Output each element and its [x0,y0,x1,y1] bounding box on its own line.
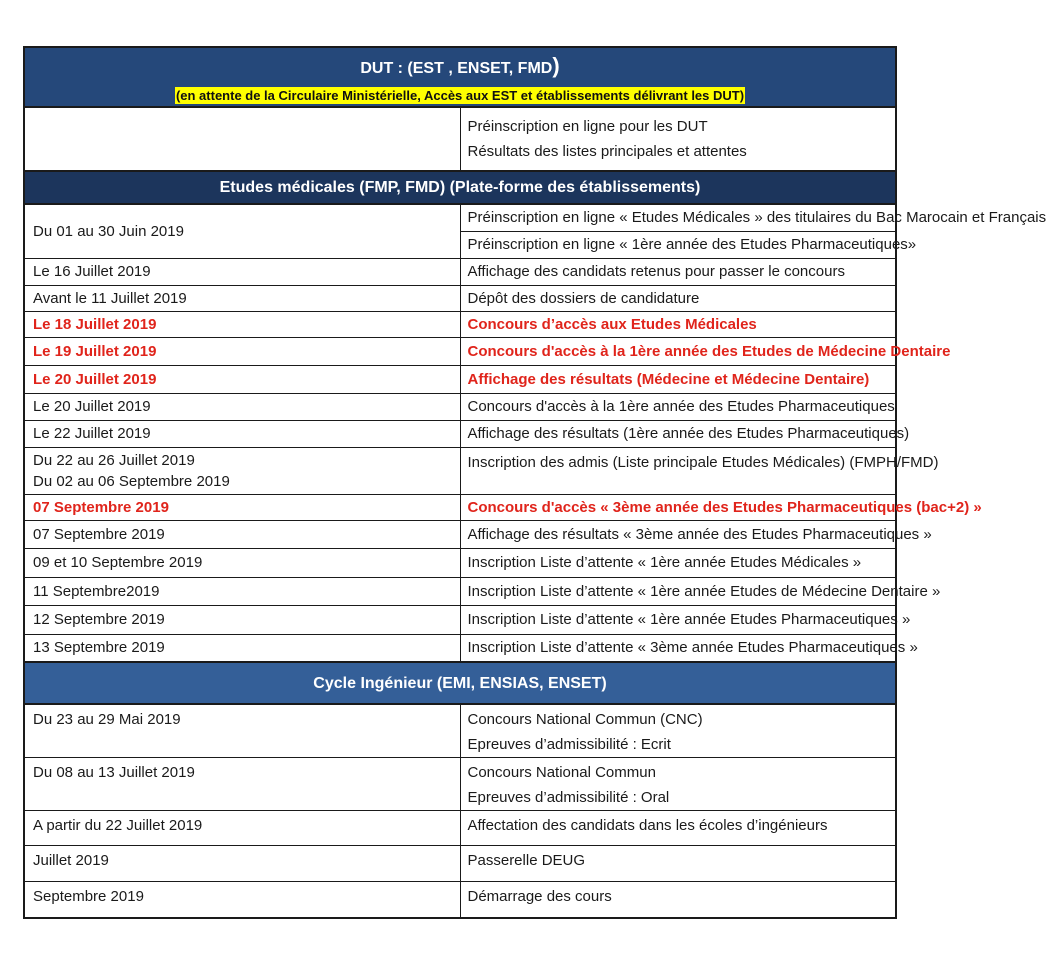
table-row [24,520,896,548]
table-row [24,882,896,918]
schedule-table [23,46,1046,919]
date-cell: 13 Septembre 2019 [24,634,460,662]
event-cell: Dépôt des dossiers de candidature [460,285,896,311]
event-cell: Concours d’accès aux Etudes Médicales [460,311,896,337]
event-cell: Inscription Liste d’attente « 3ème année Etudes Pharmaceutiques » [460,634,896,662]
event-cell: Préinscription en ligne pour les DUT Résultats des listes principales et attentes [460,107,896,171]
date-cell: Septembre 2019 [24,882,460,918]
date-cell: Le 18 Juillet 2019 [24,311,460,337]
table-row [24,704,896,758]
event-cell: Préinscription en ligne « Etudes Médicales » des titulaires du Bac Marocain et Français [460,204,896,231]
event-cell: Inscription des admis (Liste principale Etudes Médicales) (FMPH/FMD) [460,447,896,494]
date-cell: Le 16 Juillet 2019 [24,258,460,285]
table-row [24,605,896,634]
table-row [24,758,896,811]
event-cell: Concours National Commun (CNC) Epreuves d’admissibilité : Ecrit [460,704,896,758]
event-cell: Concours National Commun Epreuves d’admissibilité : Oral [460,758,896,811]
section-title-engineering: Cycle Ingénieur (EMI, ENSIAS, ENSET) [24,662,896,704]
event-cell: Affichage des candidats retenus pour passer le concours [460,258,896,285]
date-cell: Avant le 11 Juillet 2019 [24,285,460,311]
section-header-engineering [24,662,896,704]
date-cell [24,107,460,171]
date-cell: 11 Septembre2019 [24,577,460,605]
table-row [24,447,896,494]
note-highlight: (en attente de la Circulaire Ministérielle, Accès aux EST et établissements délivrant les DUT) [175,87,745,103]
section-header-medical [24,171,896,204]
table-row [24,634,896,662]
event-cell: Affichage des résultats (Médecine et Médecine Dentaire) [460,365,896,393]
table-row [24,285,896,311]
date-cell: 07 Septembre 2019 [24,494,460,520]
date-cell: Du 08 au 13 Juillet 2019 [24,758,460,811]
date-cell: A partir du 22 Juillet 2019 [24,811,460,846]
event-cell: Concours d'accès à la 1ère année des Etudes de Médecine Dentaire [460,337,896,365]
table-row [24,393,896,420]
event-cell: Préinscription en ligne « 1ère année des Etudes Pharmaceutiques» [460,231,896,258]
table-row-highlight [24,337,896,365]
table-row [24,204,896,231]
section-title-medical: Etudes médicales (FMP, FMD) (Plate-forme des établissements) [24,171,896,204]
table-row-highlight [24,365,896,393]
event-cell: Inscription Liste d’attente « 1ère année Etudes Médicales » [460,548,896,577]
date-cell: Le 20 Juillet 2019 [24,393,460,420]
date-cell: Du 01 au 30 Juin 2019 [24,204,460,258]
table-row [24,577,896,605]
event-cell: Inscription Liste d’attente « 1ère année Etudes de Médecine Dentaire » [460,577,896,605]
date-cell: Juillet 2019 [24,846,460,882]
event-cell: Inscription Liste d’attente « 1ère année Etudes Pharmaceutiques » [460,605,896,634]
event-cell: Démarrage des cours [460,882,896,918]
date-cell: 09 et 10 Septembre 2019 [24,548,460,577]
date-cell: Le 20 Juillet 2019 [24,365,460,393]
table-row-highlight [24,311,896,337]
table-row [24,548,896,577]
table-row [24,258,896,285]
event-cell: Concours d'accès à la 1ère année des Etudes Pharmaceutiques [460,393,896,420]
date-cell: Le 22 Juillet 2019 [24,420,460,447]
date-cell: Le 19 Juillet 2019 [24,337,460,365]
table-row-highlight [24,494,896,520]
table-row [24,420,896,447]
event-cell: Passerelle DEUG [460,846,896,882]
section-note-dut [24,85,896,107]
date-cell: 12 Septembre 2019 [24,605,460,634]
date-cell: Du 22 au 26 Juillet 2019 Du 02 au 06 Septembre 2019 [24,447,460,494]
event-cell: Affichage des résultats « 3ème année des Etudes Pharmaceutiques » [460,520,896,548]
event-cell: Affectation des candidats dans les écoles d’ingénieurs [460,811,896,846]
date-cell: 07 Septembre 2019 [24,520,460,548]
table-row [24,107,896,171]
section-title-dut: DUT : (EST , ENSET, FMD) [24,47,896,85]
section-header-dut [24,47,896,85]
date-cell: Du 23 au 29 Mai 2019 [24,704,460,758]
table-row [24,846,896,882]
event-cell: Affichage des résultats (1ère année des Etudes Pharmaceutiques) [460,420,896,447]
event-cell: Concours d'accès « 3ème année des Etudes Pharmaceutiques (bac+2) » [460,494,896,520]
table-row [24,811,896,846]
